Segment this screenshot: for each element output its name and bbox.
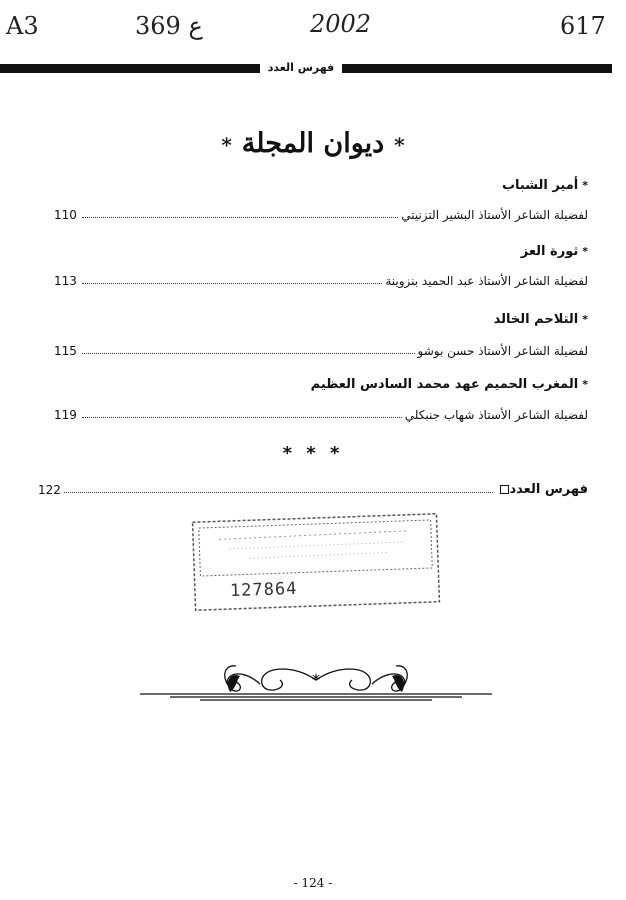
- entry-title-text: المغرب الحميم عهد محمد السادس العظيم: [310, 377, 579, 392]
- entry-bullet: *: [582, 245, 588, 258]
- entry-line: [54, 340, 588, 358]
- entry-author: لفضيلة الشاعر الأستاذ شهاب جنبكلي: [404, 408, 588, 422]
- stamp-number: 127864: [229, 578, 298, 602]
- entry-bullet: *: [582, 313, 588, 326]
- decorative-ornament: [140, 658, 492, 708]
- library-stamp: [188, 508, 443, 617]
- entry-page-number: 110: [54, 208, 77, 222]
- handwritten-mark-center: 2002: [310, 10, 372, 38]
- handwritten-mark-left: A3: [6, 12, 39, 40]
- entry-author: لفضيلة الشاعر الأستاذ عبد الحميد بنزوينة: [385, 274, 588, 288]
- entry-title-text: أمير الشباب: [501, 178, 579, 193]
- entry-line: [54, 204, 588, 222]
- entry-author: لفضيلة الشاعر الأستاذ البشير التزنيتي: [401, 208, 588, 222]
- index-label-text: فهرس العدد: [509, 482, 588, 497]
- title-star-right: *: [394, 133, 405, 157]
- entry-title: [494, 312, 588, 327]
- index-label: [496, 482, 588, 497]
- entry-title: [521, 244, 588, 259]
- section-separator: * * *: [282, 443, 344, 464]
- header-label: فهرس العدد: [260, 58, 342, 78]
- ornament-star: *: [312, 670, 320, 689]
- entry-title: [502, 178, 588, 193]
- dot-leader: [64, 492, 494, 493]
- entry-line: [54, 270, 588, 288]
- entry-title: [311, 377, 588, 392]
- handwritten-mark-right: 617: [560, 12, 606, 40]
- dot-leader: [82, 417, 402, 418]
- entry-page-number: 113: [54, 274, 77, 288]
- entry-bullet: *: [582, 378, 588, 391]
- entry-bullet: *: [582, 179, 588, 192]
- dot-leader: [82, 217, 398, 218]
- handwritten-mark-left-mid: 369 ع: [135, 12, 203, 40]
- entry-author: لفضيلة الشاعر الأستاذ حسن بوشو: [417, 344, 588, 358]
- stamp-inner-border: [199, 520, 433, 576]
- page-number: - 124 -: [293, 876, 333, 890]
- entry-title-text: ثورة العز: [520, 244, 579, 259]
- index-page-number: 122: [38, 483, 61, 497]
- entry-line: [54, 404, 588, 422]
- dot-leader: [82, 353, 415, 354]
- section-title: [0, 128, 626, 159]
- index-line: [38, 479, 588, 497]
- title-star-left: *: [221, 133, 232, 157]
- section-title-text: ديوان المجلة: [241, 128, 385, 159]
- entry-page-number: 115: [54, 344, 77, 358]
- dot-leader: [82, 283, 382, 284]
- entry-title-text: التلاحم الخالد: [493, 312, 579, 327]
- entry-page-number: 119: [54, 408, 77, 422]
